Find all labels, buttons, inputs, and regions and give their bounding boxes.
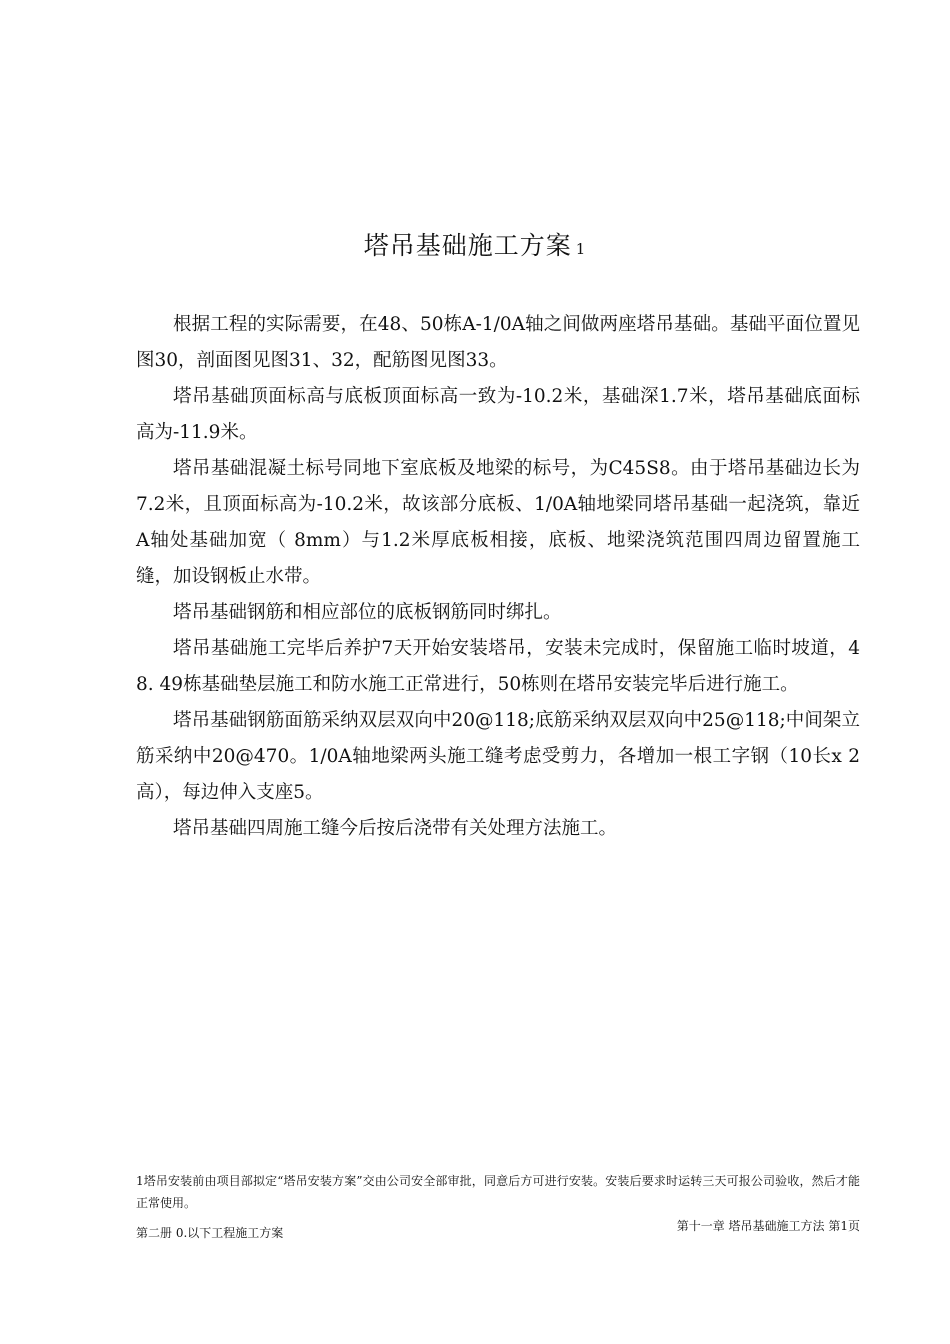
footnote: 1塔吊安装前由项目部拟定“塔吊安装方案”交由公司安全部审批，同意后方可进行安装。安装后要求时运转三天可报公司验收，然后才能正常使用。	[136, 1174, 860, 1210]
paragraph: 塔吊基础四周施工缝今后按后浇带有关处理方法施工。	[173, 818, 618, 839]
paragraph: 塔吊基础钢筋和相应部位的底板钢筋同时绑扎。	[173, 602, 562, 623]
paragraph: 根据工程的实际需要，在48、50栋A-1/0A轴之间做两座塔吊基础。基础平面位置见图30，剖面图见图31、32，配筋图见图33。	[136, 314, 860, 371]
paragraph: 塔吊基础钢筋面筋采纳双层双向中20@118;底筋采纳双层双向中25@118;中间架立筋采纳中20@470。1/0A轴地梁两头施工缝考虑受剪力，各增加一根工字钢（10长x 2高），每边伸入支座5。	[136, 710, 860, 803]
footer-volume: 第二册 0.以下工程施工方案	[136, 1226, 284, 1240]
title-text: 塔吊基础施工方案	[363, 231, 572, 260]
title-footnote-mark: 1	[575, 240, 587, 258]
paragraph: 塔吊基础施工完毕后养护7天开始安装塔吊，安装未完成时，保留施工临时坡道，48. 49栋基础垫层施工和防水施工正常进行，50栋则在塔吊安装完毕后进行施工。	[136, 638, 860, 695]
document-title	[0, 226, 950, 262]
footer-chapter-page: 第十一章 塔吊基础施工方法 第1页	[676, 1219, 860, 1233]
document-body	[136, 307, 860, 847]
paragraph: 塔吊基础顶面标高与底板顶面标高一致为-10.2米，基础深1.7米，塔吊基础底面标高为-11.9米。	[136, 386, 860, 443]
paragraph: 塔吊基础混凝土标号同地下室底板及地梁的标号，为C45S8。由于塔吊基础边长为7.2米，且顶面标高为-10.2米，故该部分底板、1/0A轴地梁同塔吊基础一起浇筑，靠近A轴处基础加宽（ 8mm）与1.2米厚底板相接，底板、地梁浇筑范围四周边留置施工缝，加设钢板止水带。	[136, 458, 860, 587]
